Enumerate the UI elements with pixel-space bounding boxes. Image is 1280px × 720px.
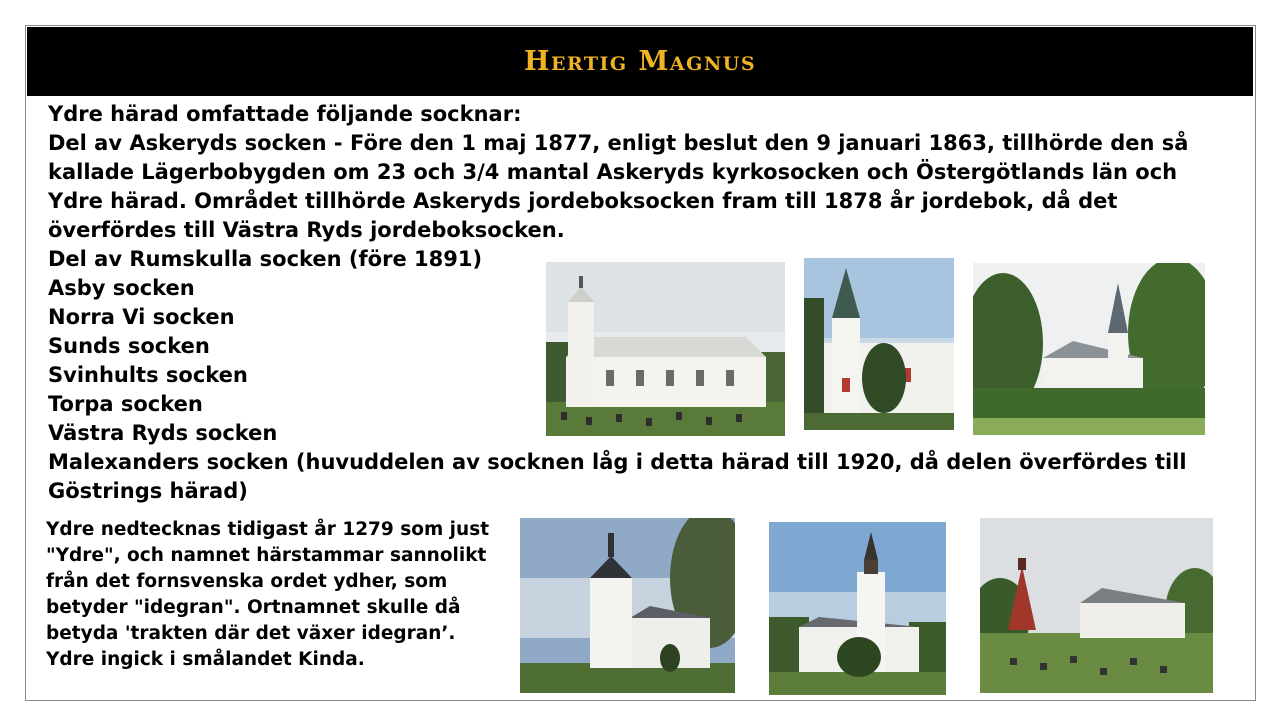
church-photo-5 <box>769 522 946 695</box>
parish-torpa: Torpa socken <box>48 392 203 416</box>
parish-vastra-ryds: Västra Ryds socken <box>48 421 278 445</box>
slide-title: Hertig Magnus <box>523 46 757 77</box>
side-text: Ydre nedtecknas tidigast år 1279 som just "Ydre", och namnet härstammar sannolikt från det fornsvenska ordet ydher, som betyder "idegran". Ortnamnet skulle då betyda 'trakten där det växer idegran’. Ydre ingick i smålandet Kinda. <box>46 519 490 670</box>
parish-rumskulla: Del av Rumskulla socken (före 1891) <box>48 247 483 271</box>
church-photo-6 <box>980 518 1213 693</box>
askeryd-paragraph: Del av Askeryds socken - Före den 1 maj 1877, enligt beslut den 9 januari 1863, tillhörde den så kallade Lägerbobygden om 23 och 3/4 mantal Askeryds kyrkosocken och Östergötlands län och Ydre härad. Området tillhörde Askeryds jordeboksocken fram till 1878 år jordebok, då det överfördes till Västra Ryds jordeboksocken. <box>48 131 1189 242</box>
parish-norra-vi: Norra Vi socken <box>48 305 235 329</box>
church-photo-1 <box>546 262 785 436</box>
church-photo-4 <box>520 518 735 693</box>
parish-svinhults: Svinhults socken <box>48 363 248 387</box>
parish-sunds: Sunds socken <box>48 334 210 358</box>
intro-line: Ydre härad omfattade följande socknar: <box>48 102 522 126</box>
parish-malexanders: Malexanders socken (huvuddelen av socknen låg i detta härad till 1920, då delen överfördes till Göstrings härad) <box>48 450 1187 503</box>
church-photo-2 <box>804 258 954 430</box>
parish-asby: Asby socken <box>48 276 195 300</box>
title-bar <box>27 27 1253 96</box>
church-photo-3 <box>973 263 1205 435</box>
